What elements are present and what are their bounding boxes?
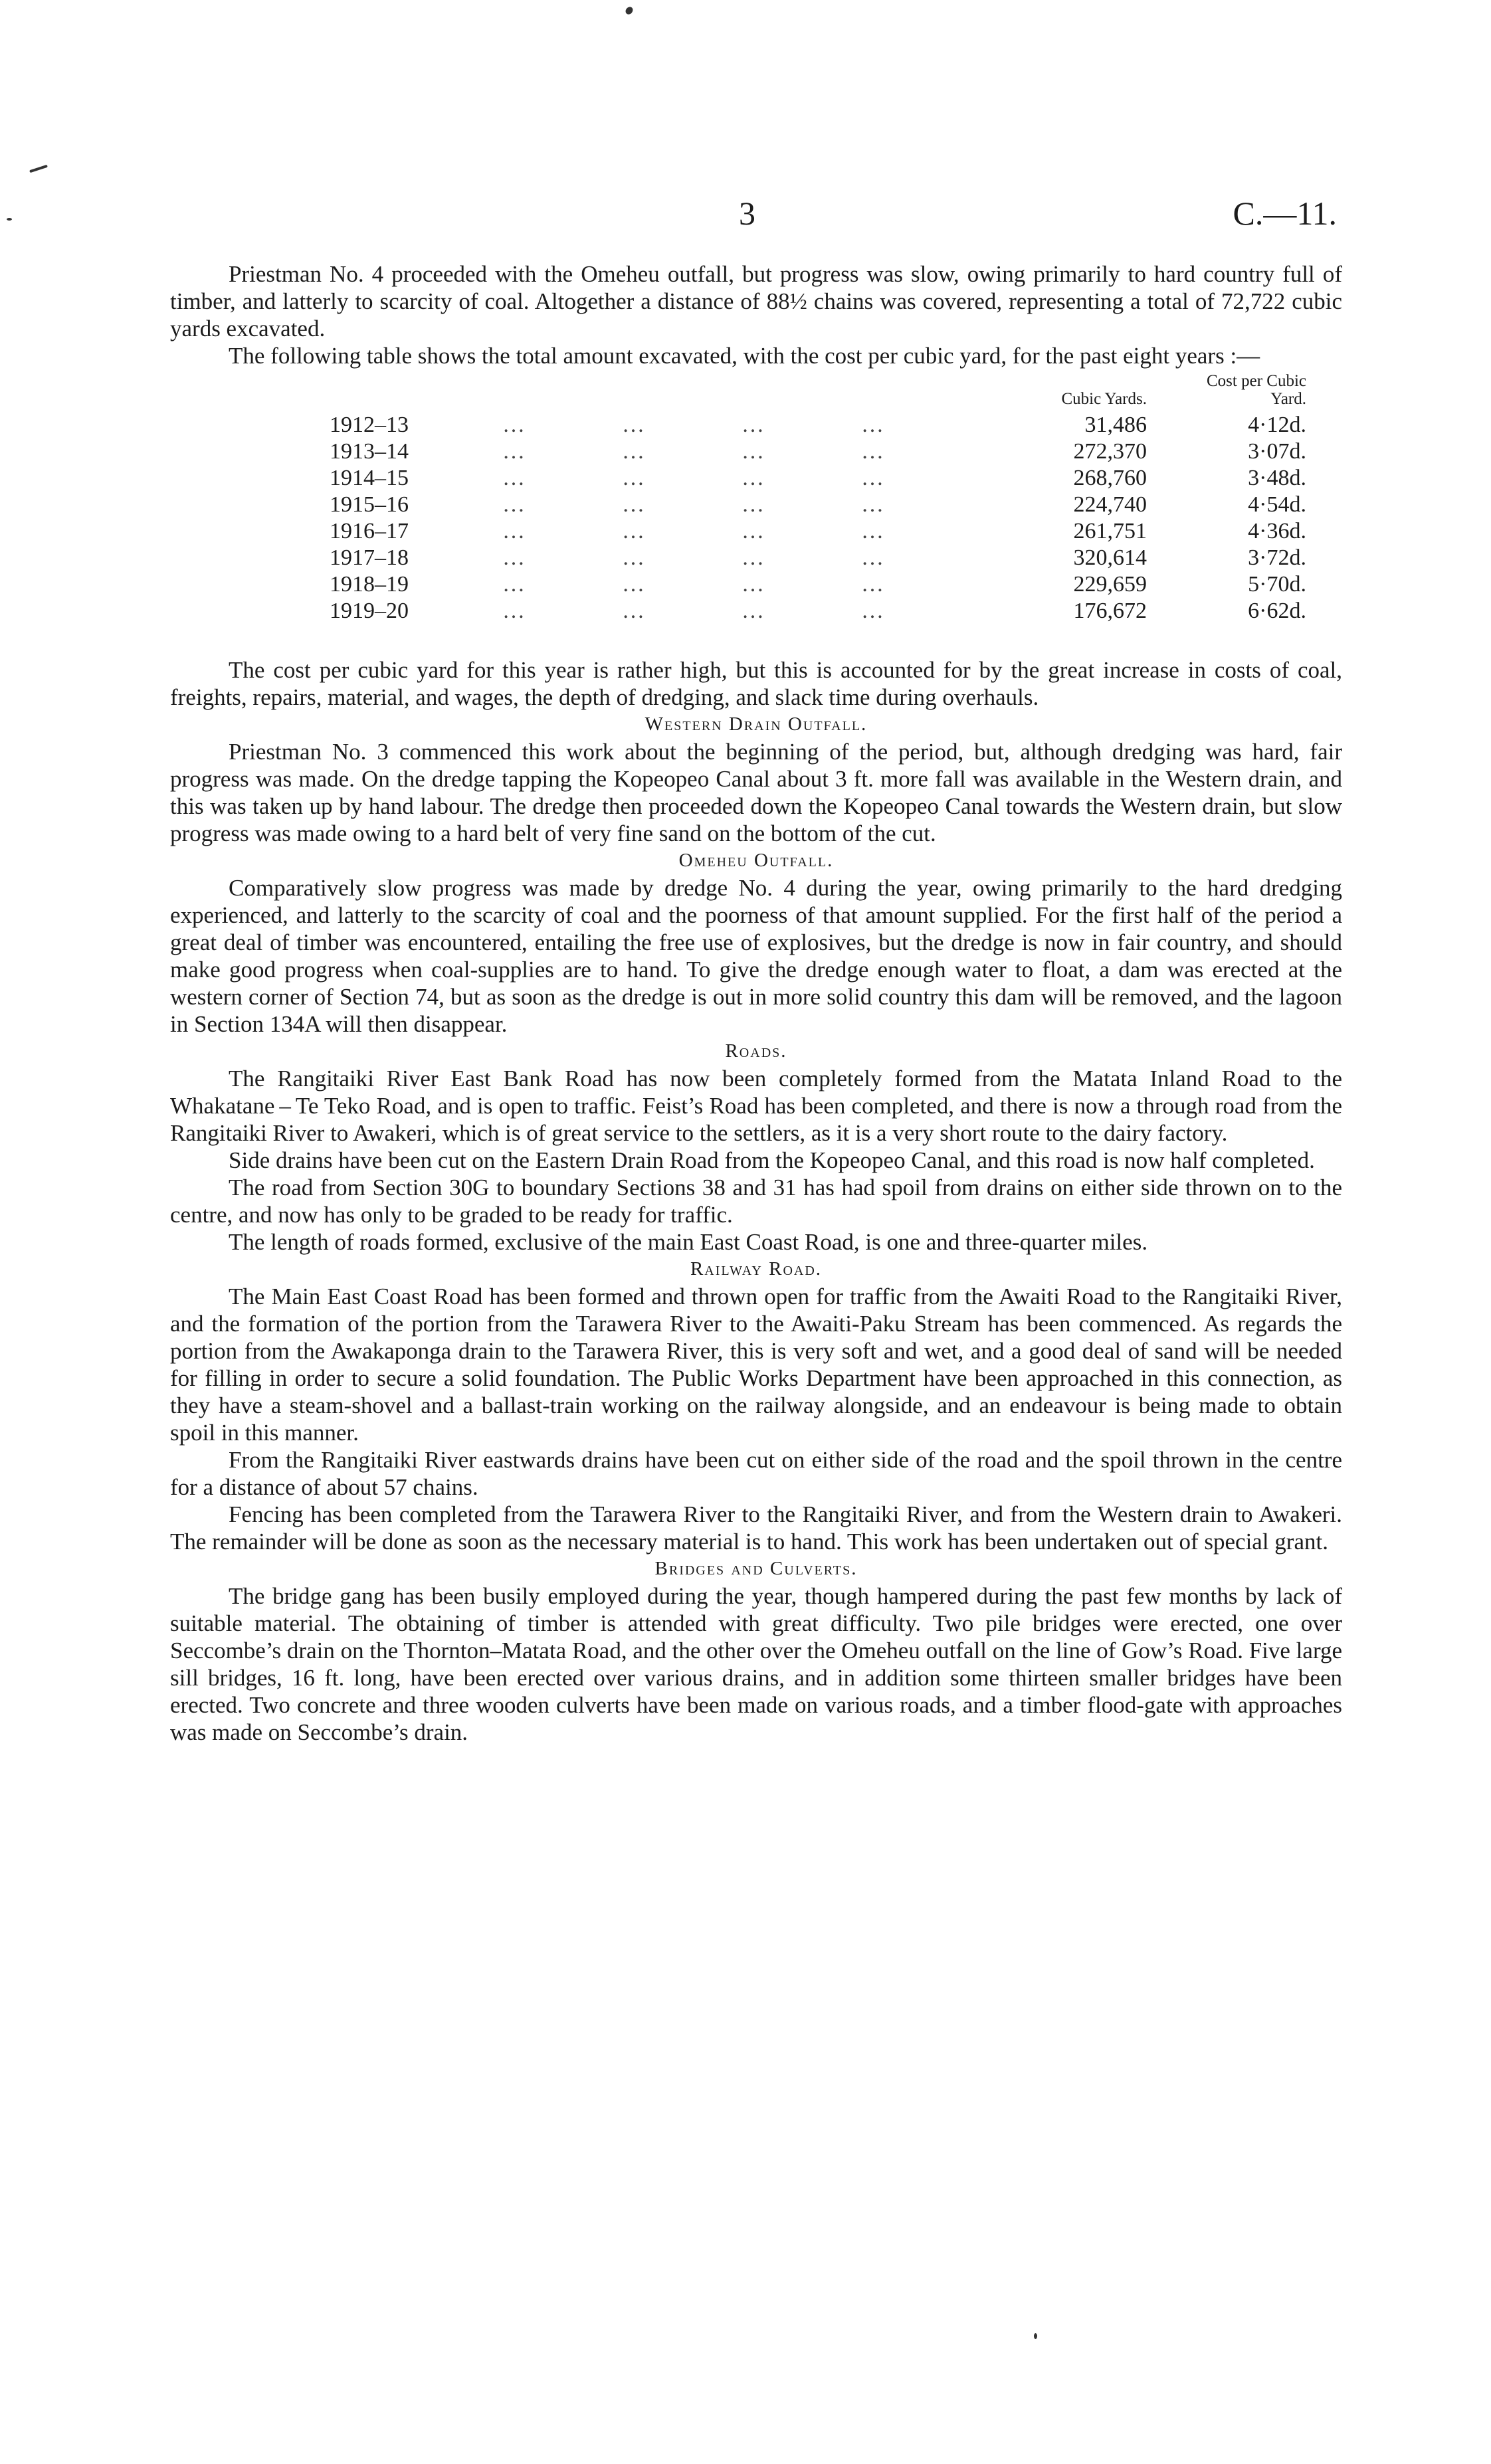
column-header-cubic-yards: Cubic Yards. <box>1061 390 1147 408</box>
section-heading-western-drain-outfall: Western Drain Outfall. <box>645 713 868 735</box>
cost-cell: 3·72d. <box>1248 545 1306 570</box>
cost-cell: 4·54d. <box>1248 492 1306 517</box>
table-row <box>330 492 1306 518</box>
section-heading-bridges-and-culverts: Bridges and Culverts. <box>654 1558 858 1579</box>
year-cell: 1916–17 <box>330 519 409 543</box>
table-row <box>330 518 1306 545</box>
paragraph: From the Rangitaiki River eastwards drains have been cut on either side of the road and the spoil thrown in the centre for a distance of about 57 chains. <box>170 1447 1342 1500</box>
cost-table <box>330 372 1306 624</box>
table-row <box>330 598 1306 624</box>
section-heading-railway-road: Railway Road. <box>690 1258 823 1279</box>
cost-cell: 6·62d. <box>1248 599 1306 623</box>
scan-speck <box>624 5 634 16</box>
column-header-cost: Cost per Cubic Yard. <box>1207 372 1306 408</box>
paragraph: Comparatively slow progress was made by dredge No. 4 during the year, owing primarily to the hard dredging experienced, and latterly to the scarcity of coal and the poorness of that amount supplied. For the first half of the period a great deal of timber was encountered, entailing the free use of explosives, but the dredge is now in fair country, and should make good progress when coal-supplies are to hand. To give the dredge enough water to float, a dam was erected at the western corner of Section 74, but as soon as the dredge is out in more solid country this dam will be removed, and the lagoon in Section 134A will then disappear. <box>170 875 1342 1037</box>
page-number: 3 <box>739 195 756 232</box>
section-heading-roads: Roads. <box>725 1040 787 1062</box>
paragraph: Side drains have been cut on the Eastern Drain Road from the Kopeopeo Canal, and this road is now half completed. <box>229 1147 1315 1173</box>
year-cell: 1919–20 <box>330 599 409 623</box>
cubic-yards-cell: 31,486 <box>1084 413 1147 437</box>
scan-speck <box>29 165 48 173</box>
leader-dots: … … … … <box>502 519 885 543</box>
paragraph: Priestman No. 3 commenced this work about the beginning of the period, but, although dredging was hard, fair progress was made. On the dredge tapping the Kopeopeo Canal about 3 ft. more fall was available in the Western drain, and this was taken up by hand labour. The dredge then proceeded down the Kopeopeo Canal towards the Western drain, but slow progress was made owing to a hard belt of very fine sand on the bottom of the cut. <box>170 739 1342 846</box>
cubic-yards-cell: 229,659 <box>1073 572 1147 597</box>
leader-dots: … … … … <box>502 572 885 597</box>
scan-speck <box>1034 2333 1037 2339</box>
paragraph: The following table shows the total amount excavated, with the cost per cubic yard, for the past eight years :— <box>229 343 1260 369</box>
leader-dots: … … … … <box>502 466 885 490</box>
cubic-yards-cell: 224,740 <box>1073 492 1147 517</box>
year-cell: 1915–16 <box>330 492 409 517</box>
cubic-yards-cell: 268,760 <box>1073 466 1147 490</box>
table-row <box>330 571 1306 598</box>
cost-cell: 4·12d. <box>1248 413 1306 437</box>
year-cell: 1917–18 <box>330 545 409 570</box>
table-row <box>330 545 1306 571</box>
year-cell: 1914–15 <box>330 466 409 490</box>
leader-dots: … … … … <box>502 492 885 517</box>
paragraph: The cost per cubic yard for this year is rather high, but this is accounted for by the great increase in costs of coal, freights, repairs, material, and wages, the depth of dredging, and slack time during overhauls. <box>170 657 1342 710</box>
page-body <box>170 260 1342 1746</box>
paragraph: Fencing has been completed from the Tarawera River to the Rangitaiki River, and from the Western drain to Awakeri. The remainder will be done as soon as the necessary material is to hand. This work has been undertaken out of special grant. <box>170 1501 1342 1555</box>
scan-speck <box>7 218 12 221</box>
year-cell: 1912–13 <box>330 413 409 437</box>
table-row <box>330 465 1306 492</box>
cost-cell: 4·36d. <box>1248 519 1306 543</box>
section-heading-omeheu-outfall: Omeheu Outfall. <box>678 850 834 871</box>
cost-cell: 3·07d. <box>1248 439 1306 464</box>
table-row <box>330 438 1306 465</box>
year-cell: 1918–19 <box>330 572 409 597</box>
table-row <box>330 412 1306 438</box>
paragraph: The Main East Coast Road has been formed and thrown open for traffic from the Awaiti Road to the Rangitaiki River, and the formation of the portion from the Tarawera River to the Awaiti-Paku Stream has been commenced. As regards the portion from the Awakaponga drain to the Tarawera River, this is very soft and wet, and a good deal of sand will be needed for filling in order to secure a solid foundation. The Public Works Department have been approached in this connection, as they have a steam-shovel and a ballast-train working on the railway alongside, and an endeavour is being made to obtain spoil in this manner. <box>170 1283 1342 1446</box>
leader-dots: … … … … <box>502 545 885 570</box>
paragraph: Priestman No. 4 proceeded with the Omeheu outfall, but progress was slow, owing primarily to hard country full of timber, and latterly to scarcity of coal. Altogether a distance of 88½ chains was covered, representing a total of 72,722 cubic yards excavated. <box>170 261 1342 341</box>
cost-cell: 3·48d. <box>1248 466 1306 490</box>
table-header-row <box>330 372 1306 412</box>
cubic-yards-cell: 176,672 <box>1073 599 1147 623</box>
leader-dots: … … … … <box>502 599 885 623</box>
cubic-yards-cell: 261,751 <box>1073 519 1147 543</box>
document-reference: C.—11. <box>1233 195 1337 232</box>
paragraph: The length of roads formed, exclusive of the main East Coast Road, is one and three-quarter miles. <box>229 1229 1148 1255</box>
leader-dots: … … … … <box>502 413 885 437</box>
cost-cell: 5·70d. <box>1248 572 1306 597</box>
paragraph: The Rangitaiki River East Bank Road has now been completely formed from the Matata Inland Road to the Whakatane – Te Teko Road, and is open to traffic. Feist’s Road has been completed, and there is now a through road from the Rangitaiki River to Awakeri, which is of great service to the settlers, as it is a very short route to the dairy factory. <box>170 1066 1342 1146</box>
year-cell: 1913–14 <box>330 439 409 464</box>
cubic-yards-cell: 272,370 <box>1073 439 1147 464</box>
cubic-yards-cell: 320,614 <box>1073 545 1147 570</box>
leader-dots: … … … … <box>502 439 885 464</box>
paragraph: The road from Section 30G to boundary Sections 38 and 31 has had spoil from drains on either side thrown on to the centre, and now has only to be graded to be ready for traffic. <box>170 1175 1342 1228</box>
paragraph: The bridge gang has been busily employed during the year, though hampered during the past few months by lack of suitable material. The obtaining of timber is attended with great difficulty. Two pile bridges were erected, one over Seccombe’s drain on the Thornton–Matata Road, and the other over the Omeheu outfall on the line of Gow’s Road. Five large sill bridges, 16 ft. long, have been erected over various drains, and in addition some thirteen smaller bridges have been erected. Two concrete and three wooden culverts have been made on various roads, and a timber flood-gate with approaches was made on Seccombe’s drain. <box>170 1583 1342 1745</box>
